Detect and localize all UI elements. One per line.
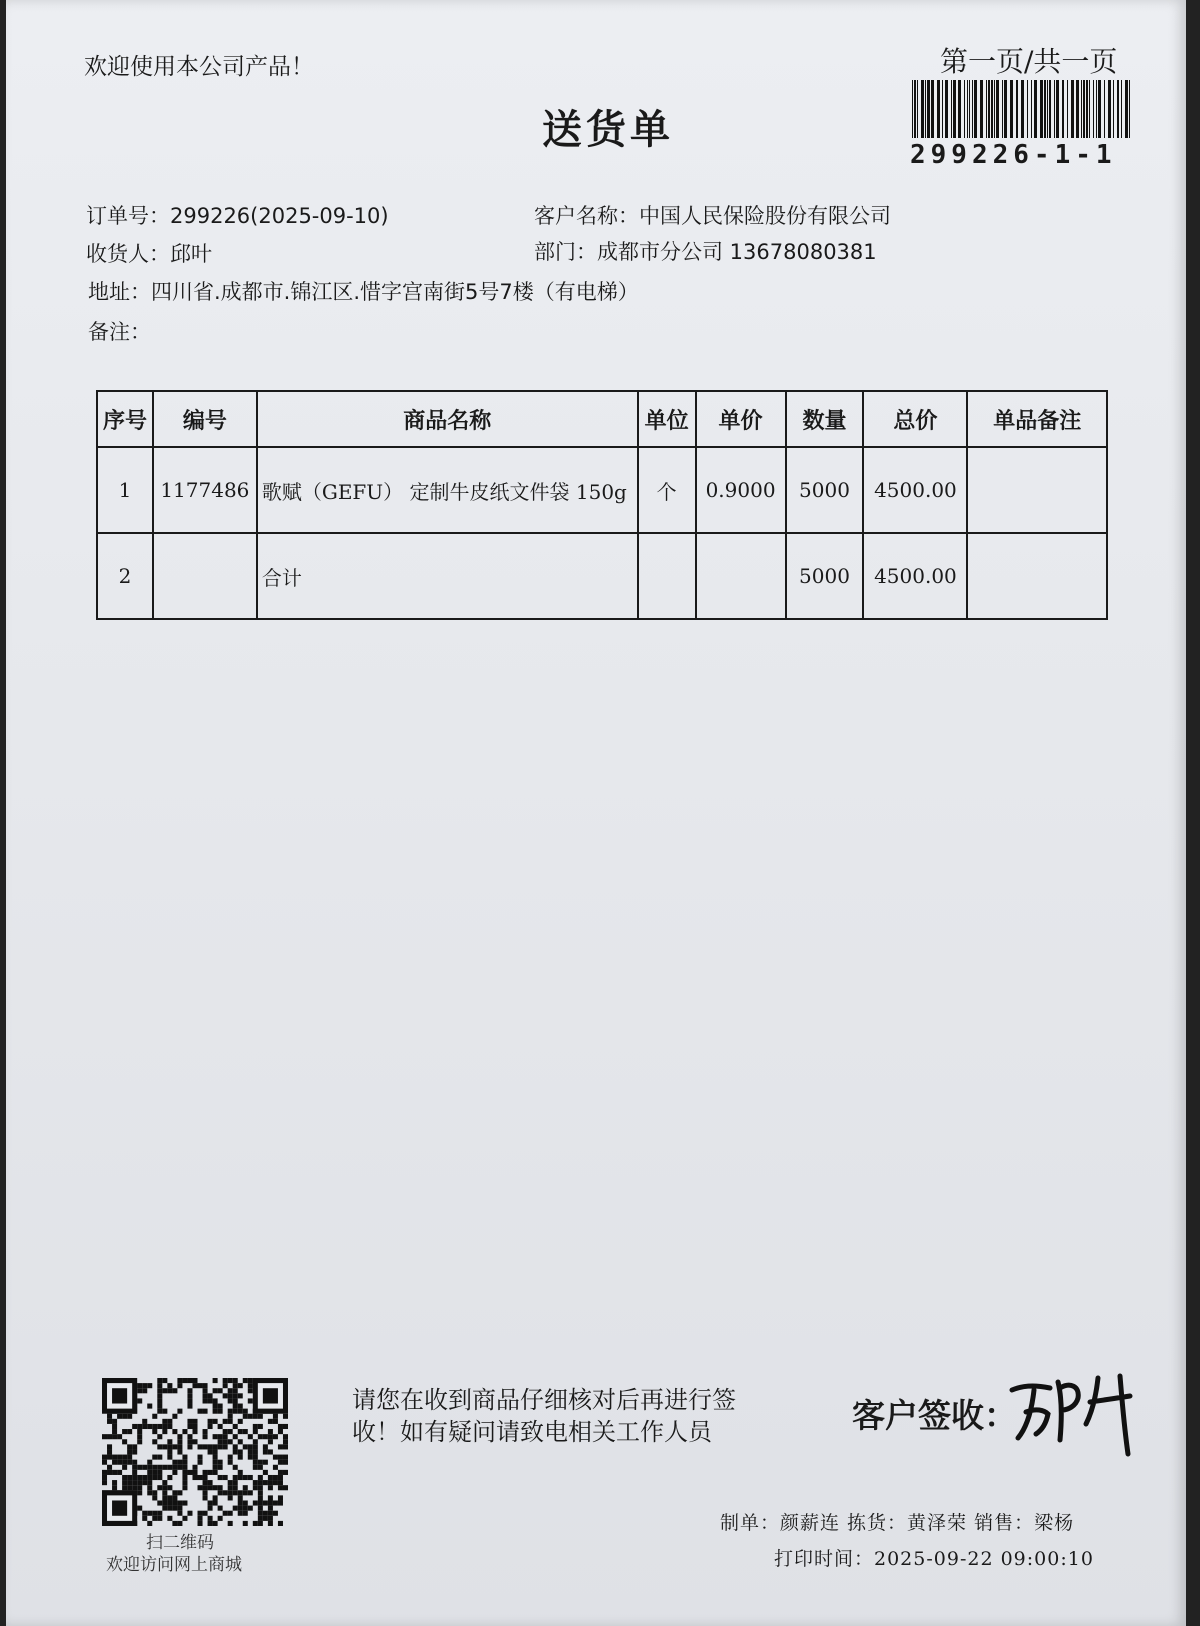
table-cell: 1177486: [153, 447, 257, 533]
notice-line: 收！如有疑问请致电相关工作人员: [352, 1418, 712, 1446]
goods-table: [96, 390, 1108, 620]
qr-caption-mall: 欢迎访问网上商城: [106, 1555, 242, 1575]
staff-info: 制单：颜薪连 拣货：黄泽荣 销售：梁杨: [720, 1512, 1075, 1534]
qr-code: [102, 1378, 288, 1526]
table-cell: 5000: [786, 533, 864, 619]
welcome-text: 欢迎使用本公司产品！: [84, 54, 314, 80]
table-cell: 0.9000: [696, 447, 786, 533]
remark: 备注：: [88, 320, 151, 344]
notice-line: 请您在收到商品仔细核对后再进行签: [352, 1386, 736, 1414]
barcode: [912, 80, 1134, 138]
header-cell: 商品名称: [257, 391, 638, 447]
table-cell: 1: [97, 447, 153, 533]
order-number: 订单号：299226(2025-09-10): [86, 204, 389, 228]
table-cell: 4500.00: [863, 533, 967, 619]
handwritten-signature: [1006, 1368, 1166, 1458]
table-cell: 歌赋（GEFU） 定制牛皮纸文件袋 150g: [257, 447, 638, 533]
table-cell: [967, 533, 1107, 619]
table-cell: 4500.00: [863, 447, 967, 533]
table-cell: 5000: [786, 447, 864, 533]
header-cell: 单价: [696, 391, 786, 447]
header-cell: 单位: [638, 391, 696, 447]
table-cell: 合计: [257, 533, 638, 619]
barcode-number: 299226-1-1: [910, 140, 1117, 170]
header-cell: 编号: [153, 391, 257, 447]
delivery-note-paper: [6, 0, 1186, 1626]
header-cell: 总价: [863, 391, 967, 447]
table-cell: 个: [638, 447, 696, 533]
customer-sign-label: 客户签收：: [852, 1396, 1017, 1435]
table-cell: [638, 533, 696, 619]
table-cell: 2: [97, 533, 153, 619]
header-cell: 数量: [786, 391, 864, 447]
header-cell: 序号: [97, 391, 153, 447]
table-row: [97, 447, 1107, 533]
table-cell: [967, 447, 1107, 533]
notice-text: [352, 1384, 736, 1448]
print-time: 打印时间：2025-09-22 09:00:10: [774, 1548, 1094, 1570]
customer-name: 客户名称：中国人民保险股份有限公司: [534, 204, 891, 228]
table-cell: [153, 533, 257, 619]
page-indicator: 第一页/共一页: [940, 45, 1118, 78]
address: 地址：四川省.成都市.锦江区.惜字宫南街5号7楼（有电梯）: [88, 280, 639, 304]
table-cell: [696, 533, 786, 619]
qr-caption: 扫二维码: [146, 1533, 214, 1553]
department: 部门：成都市分公司 13678080381: [534, 240, 877, 264]
table-header-row: [97, 391, 1107, 447]
header-cell: 单品备注: [967, 391, 1107, 447]
receiver: 收货人：邱叶: [86, 242, 212, 266]
table-row: [97, 533, 1107, 619]
document-title: 送货单: [542, 107, 674, 153]
